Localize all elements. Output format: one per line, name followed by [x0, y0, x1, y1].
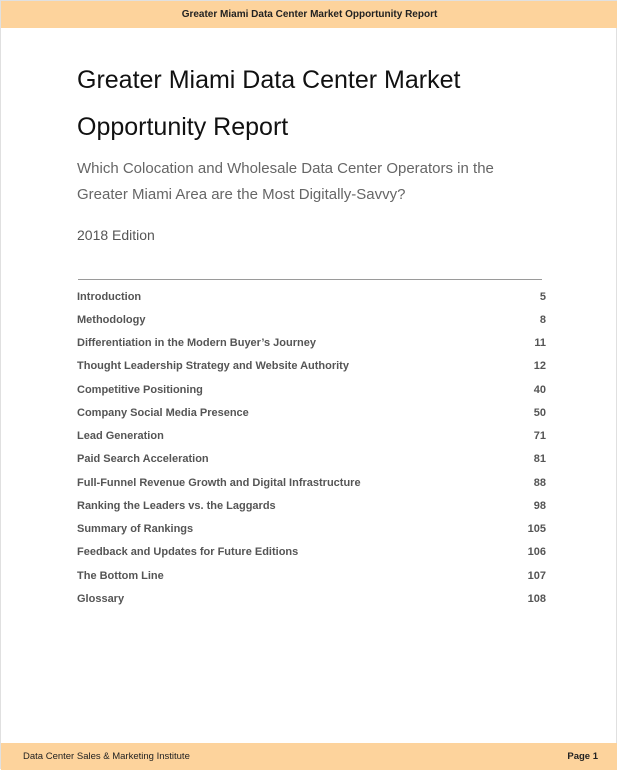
toc-entry[interactable]	[77, 471, 546, 494]
toc-entry-title[interactable]: Lead Generation	[77, 430, 164, 443]
toc-entry-page: 106	[527, 546, 546, 559]
page-header	[1, 1, 617, 28]
toc-entry-title[interactable]: Introduction	[77, 290, 142, 303]
running-header-title: Greater Miami Data Center Market Opportunity Report	[181, 9, 438, 20]
toc-entry[interactable]	[77, 518, 546, 541]
toc-entry[interactable]	[77, 564, 546, 587]
document-subtitle: Which Colocation and Wholesale Data Center Operators in the Greater Miami Area are the Most Digitally-Savvy?	[77, 160, 494, 203]
toc-entry[interactable]	[77, 541, 546, 564]
page-number: Page 1	[567, 751, 598, 762]
toc-entry-page: 71	[533, 430, 546, 443]
toc-entry-title[interactable]: Ranking the Leaders vs. the Laggards	[77, 499, 276, 512]
toc-entry-page: 107	[527, 569, 546, 582]
toc-entry-page: 11	[534, 337, 546, 350]
toc-entry[interactable]	[77, 587, 546, 610]
toc-entry-page: 108	[527, 592, 546, 605]
toc-entry[interactable]	[77, 401, 546, 424]
toc-entry-title[interactable]: The Bottom Line	[77, 569, 164, 582]
toc-entry-page: 81	[533, 453, 546, 466]
toc-entry-title[interactable]: Thought Leadership Strategy and Website Authority	[77, 360, 349, 373]
toc-entry-page: 50	[533, 406, 546, 419]
toc-entry-page: 12	[533, 360, 546, 373]
toc-divider	[78, 279, 542, 280]
table-of-contents	[77, 285, 546, 611]
toc-entry-title[interactable]: Full-Funnel Revenue Growth and Digital Infrastructure	[77, 476, 361, 489]
toc-entry-title[interactable]: Summary of Rankings	[77, 523, 194, 536]
toc-entry[interactable]	[77, 448, 546, 471]
toc-entry[interactable]	[77, 355, 546, 378]
toc-entry-title[interactable]: Company Social Media Presence	[77, 406, 249, 419]
toc-entry[interactable]	[77, 494, 546, 517]
footer-organization: Data Center Sales & Marketing Institute	[23, 751, 190, 762]
toc-entry-title[interactable]: Methodology	[77, 313, 146, 326]
toc-entry-page: 98	[533, 499, 546, 512]
page-footer	[1, 743, 617, 770]
document-title: Greater Miami Data Center Market Opportunity Report	[77, 66, 461, 141]
toc-entry-title[interactable]: Feedback and Updates for Future Editions	[77, 546, 299, 559]
toc-entry[interactable]	[77, 285, 546, 308]
toc-entry-page: 8	[539, 313, 546, 326]
toc-entry[interactable]	[77, 332, 546, 355]
toc-entry[interactable]	[77, 308, 546, 331]
toc-entry-title[interactable]: Glossary	[77, 592, 125, 605]
toc-entry-title[interactable]: Differentiation in the Modern Buyer’s Journey	[77, 337, 316, 350]
toc-entry-title[interactable]: Competitive Positioning	[77, 383, 203, 396]
toc-entry-page: 40	[533, 383, 546, 396]
toc-entry-page: 88	[533, 476, 546, 489]
edition-label: 2018 Edition	[77, 227, 155, 243]
toc-entry[interactable]	[77, 378, 546, 401]
toc-entry-page: 105	[527, 523, 546, 536]
toc-entry-title[interactable]: Paid Search Acceleration	[77, 453, 209, 466]
toc-entry-page: 5	[539, 290, 546, 303]
toc-entry[interactable]	[77, 425, 546, 448]
